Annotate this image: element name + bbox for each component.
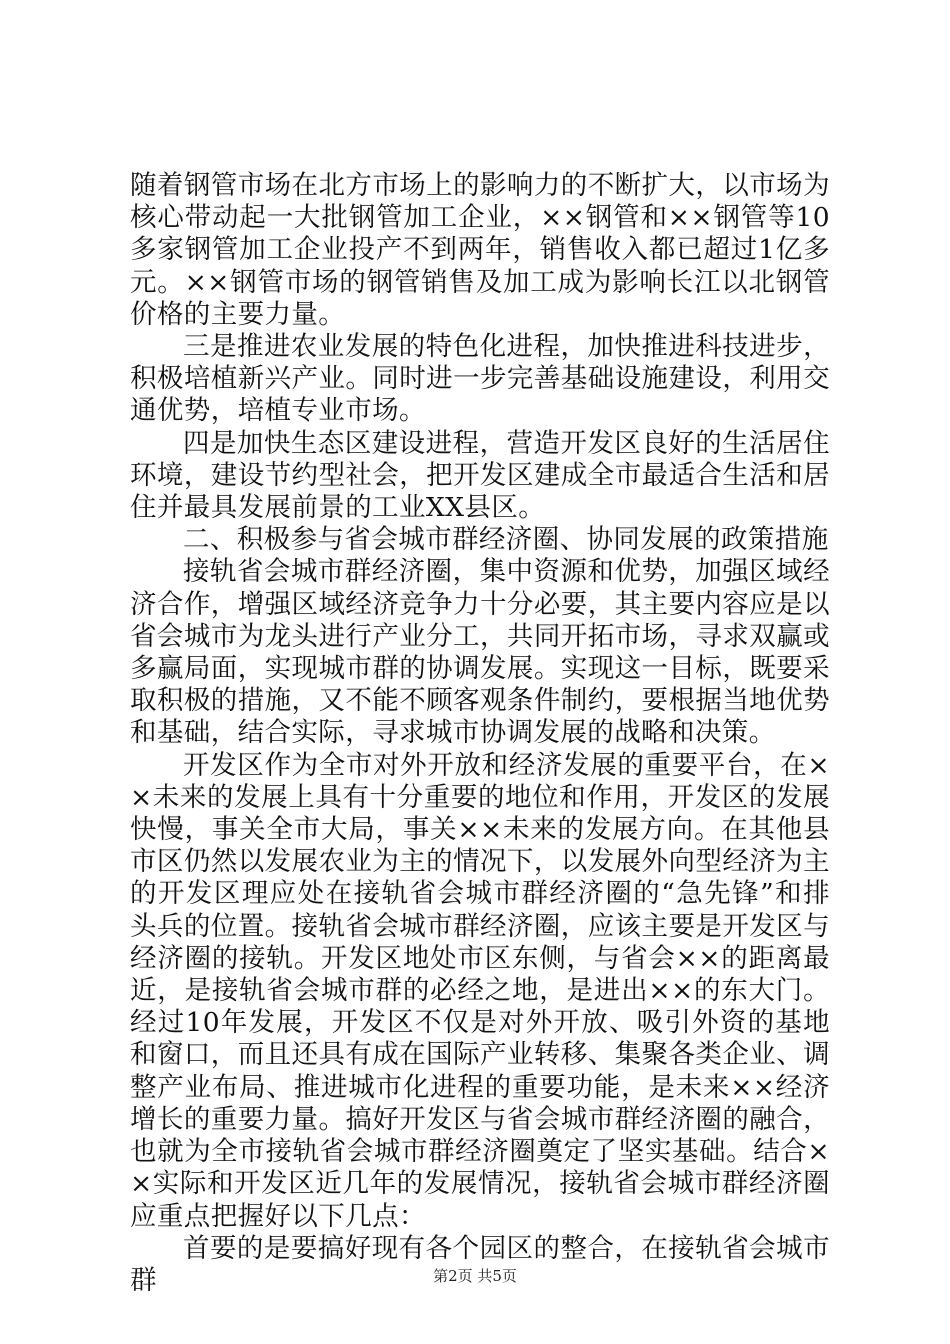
paragraph-3: 四是加快生态区建设进程，营造开发区良好的生活居住环境，建设节约型社会，把开发区建成全市最适合生活和居住并最具发展前景的工业XX县区。	[130, 427, 830, 524]
paragraph-2: 三是推进农业发展的特色化进程，加快推进科技进步，积极培植新兴产业。同时进一步完善基础设施建设，利用交通优势，培植专业市场。	[130, 331, 830, 427]
paragraph-1: 随着钢管市场在北方市场上的影响力的不断扩大，以市场为核心带动起一大批钢管加工企业，××钢管和××钢管等10多家钢管加工企业投产不到两年，销售收入都已超过1亿多元。××钢管市场的钢管销售及加工成为影响长江以北钢管价格的主要力量。	[130, 170, 830, 330]
document-body	[130, 170, 830, 1297]
paragraph-6: 开发区作为全市对外开放和经济发展的重要平台，在××未来的发展上具有十分重要的地位和作用，开发区的发展快慢，事关全市大局，事关××未来的发展方向。在其他县市区仍然以发展农业为主的情况下，以发展外向型经济为主的开发区理应处在接轨省会城市群经济圈的“急先锋”和排头兵的位置。接轨省会城市群经济圈，应该主要是开发区与经济圈的接轨。开发区地处市区东侧，与省会××的距离最近，是接轨省会城市群的必经之地，是进出××的东大门。经过10年发展，开发区不仅是对外开放、吸引外资的基地和窗口，而且还具有成在国际产业转移、集聚各类企业、调整产业布局、推进城市化进程的重要功能，是未来××经济增长的重要力量。搞好开发区与省会城市群经济圈的融合，也就为全市接轨省会城市群经济圈奠定了坚实基础。结合××实际和开发区近几年的发展情况，接轨省会城市群经济圈应重点把握好以下几点：	[130, 749, 830, 1232]
paragraph-7: 首要的是要搞好现有各个园区的整合，在接轨省会城市群	[130, 1232, 830, 1296]
page-number-footer: 第2页 共5页	[433, 1267, 517, 1285]
section-heading: 二、积极参与省会城市群经济圈、协同发展的政策措施	[183, 524, 829, 556]
paragraph-5: 接轨省会城市群经济圈，集中资源和优势，加强区域经济合作，增强区域经济竞争力十分必要，其主要内容应是以省会城市为龙头进行产业分工，共同开拓市场，寻求双赢或多赢局面，实现城市群的协调发展。实现这一目标，既要采取积极的措施，又不能不顾客观条件制约，要根据当地优势和基础，结合实际，寻求城市协调发展的战略和决策。	[130, 556, 830, 749]
